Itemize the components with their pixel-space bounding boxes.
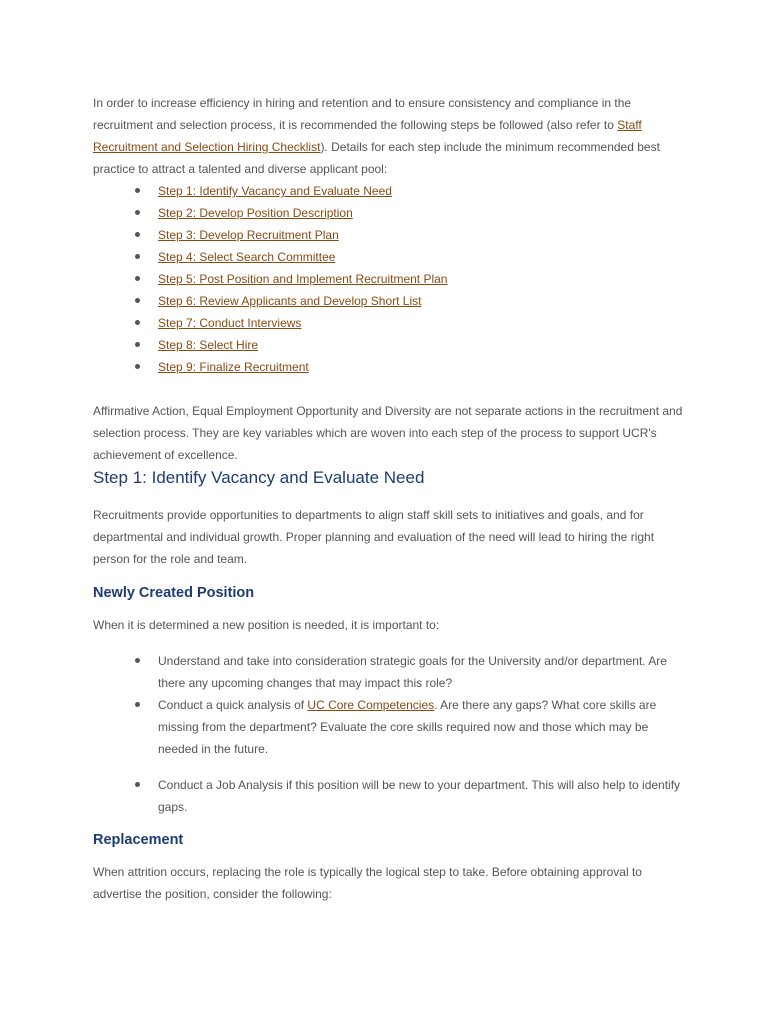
list-item-text: Conduct a Job Analysis if this position will be new to your department. This will also help to identify gaps.: [158, 778, 681, 814]
newly-created-list: [93, 650, 683, 818]
list-item-text-before: Conduct a quick analysis of: [158, 698, 308, 712]
bullet-icon: [135, 298, 140, 303]
intro-text-after: ). Details for each step include the minimum recommended best practice to attract a talented and diverse applicant pool:: [93, 140, 660, 176]
bullet-icon: [135, 320, 140, 325]
list-item: [93, 356, 683, 378]
step-2-link[interactable]: Step 2: Develop Position Description: [158, 206, 353, 220]
list-item: [93, 694, 683, 760]
list-item: [93, 224, 683, 246]
list-item: [93, 334, 683, 356]
list-item: [93, 312, 683, 334]
intro-text-before: In order to increase efficiency in hiring and retention and to ensure consistency and compliance in the recruitment and selection process, it is recommended the following steps be followed (also refer to: [93, 96, 632, 132]
steps-list: [93, 180, 683, 378]
step-4-link[interactable]: Step 4: Select Search Committee: [158, 250, 336, 264]
bullet-icon: [135, 276, 140, 281]
list-item: [93, 290, 683, 312]
step1-heading: Step 1: Identify Vacancy and Evaluate Need: [93, 468, 425, 487]
list-item: [93, 180, 683, 202]
newly-created-heading: Newly Created Position: [93, 585, 255, 601]
bullet-icon: [135, 188, 140, 193]
intro-paragraph: [93, 92, 683, 180]
bullet-icon: [135, 658, 140, 663]
list-item: [93, 202, 683, 224]
list-item-text-after: . Are there any gaps? What core skills are missing from the department? Evaluate the core skills required now and those which may be needed in the future.: [158, 698, 657, 756]
bullet-icon: [135, 210, 140, 215]
step-3-link[interactable]: Step 3: Develop Recruitment Plan: [158, 228, 339, 242]
list-item: [93, 774, 683, 818]
step-9-link[interactable]: Step 9: Finalize Recruitment: [158, 360, 309, 374]
step-5-link[interactable]: Step 5: Post Position and Implement Recruitment Plan: [158, 272, 448, 286]
bullet-icon: [135, 782, 140, 787]
bullet-icon: [135, 254, 140, 259]
list-item: [93, 246, 683, 268]
list-item-text: Understand and take into consideration strategic goals for the University and/or department. Are there any upcoming changes that may impact this role?: [158, 654, 667, 690]
list-item: [93, 650, 683, 694]
hiring-checklist-link[interactable]: Staff Recruitment and Selection Hiring Checklist: [93, 118, 642, 154]
bullet-icon: [135, 232, 140, 237]
bullet-icon: [135, 364, 140, 369]
document-page: [93, 92, 683, 905]
newly-created-intro: When it is determined a new position is needed, it is important to:: [93, 618, 440, 632]
affirmative-action-paragraph: Affirmative Action, Equal Employment Opportunity and Diversity are not separate actions in the recruitment and selection process. They are key variables which are woven into each step of the process to support UCR's achievement of excellence.: [93, 404, 683, 462]
step-6-link[interactable]: Step 6: Review Applicants and Develop Short List: [158, 294, 422, 308]
list-item: [93, 268, 683, 290]
step1-body: Recruitments provide opportunities to departments to align staff skill sets to initiatives and goals, and for departmental and individual growth. Proper planning and evaluation of the need will lead to hiring the right person for the role and team.: [93, 508, 655, 566]
step-8-link[interactable]: Step 8: Select Hire: [158, 338, 259, 352]
bullet-icon: [135, 702, 140, 707]
replacement-heading: Replacement: [93, 832, 184, 848]
uc-core-competencies-link[interactable]: UC Core Competencies: [307, 698, 435, 712]
replacement-body: When attrition occurs, replacing the role is typically the logical step to take. Before obtaining approval to advertise the position, consider the following:: [93, 865, 642, 901]
step-1-link[interactable]: Step 1: Identify Vacancy and Evaluate Need: [158, 184, 392, 198]
step-7-link[interactable]: Step 7: Conduct Interviews: [158, 316, 302, 330]
bullet-icon: [135, 342, 140, 347]
